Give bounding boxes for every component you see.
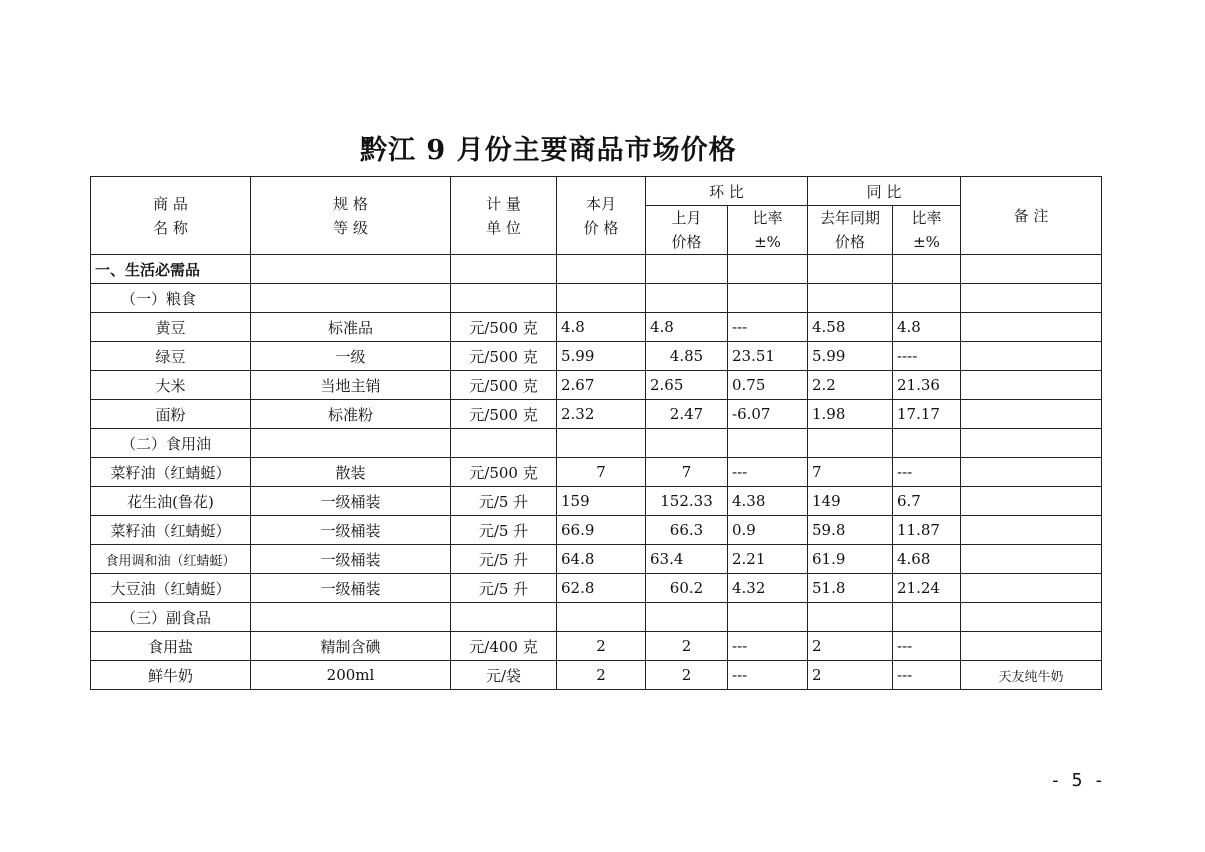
cell-spec: 一级桶装 bbox=[251, 487, 451, 516]
cell-mom-prev: 2 bbox=[646, 661, 728, 690]
cell-name: 菜籽油（红蜻蜓） bbox=[91, 458, 251, 487]
header-name: 商 品 名 称 bbox=[91, 177, 251, 255]
cell-mom-prev: 4.85 bbox=[646, 342, 728, 371]
cell-remark bbox=[961, 632, 1102, 661]
cell-yoy-rate: 6.7 bbox=[893, 487, 961, 516]
cell-mom-rate: 23.51 bbox=[728, 342, 808, 371]
cell-price: 64.8 bbox=[557, 545, 646, 574]
header-yoy-rate: 比率 ±% bbox=[893, 206, 961, 255]
cell-remark bbox=[961, 371, 1102, 400]
table-row bbox=[91, 516, 1102, 545]
cell-yoy-prev: 1.98 bbox=[808, 400, 893, 429]
cell-yoy-rate: --- bbox=[893, 661, 961, 690]
cell-price: 2.67 bbox=[557, 371, 646, 400]
cell-price: 2.32 bbox=[557, 400, 646, 429]
header-row-1 bbox=[91, 177, 1102, 206]
cell-spec: 标准粉 bbox=[251, 400, 451, 429]
cell-mom-prev: 2 bbox=[646, 632, 728, 661]
cell-mom-rate: 2.21 bbox=[728, 545, 808, 574]
table-row bbox=[91, 371, 1102, 400]
cell-price: 4.8 bbox=[557, 313, 646, 342]
cell-unit: 元/袋 bbox=[451, 661, 557, 690]
header-yoy-prev: 去年同期 价格 bbox=[808, 206, 893, 255]
cell-yoy-rate: 11.87 bbox=[893, 516, 961, 545]
cell-mom-prev: 66.3 bbox=[646, 516, 728, 545]
cell-name: 食用调和油（红蜻蜓） bbox=[91, 545, 251, 574]
cell-unit: 元/5 升 bbox=[451, 487, 557, 516]
cell-yoy-rate: 21.24 bbox=[893, 574, 961, 603]
cell-unit: 元/5 升 bbox=[451, 545, 557, 574]
table-row bbox=[91, 400, 1102, 429]
header-yoy-group: 同 比 bbox=[808, 177, 961, 206]
cell-yoy-rate: 17.17 bbox=[893, 400, 961, 429]
cell-mom-rate: --- bbox=[728, 313, 808, 342]
table-row bbox=[91, 545, 1102, 574]
cell-mom-prev: 63.4 bbox=[646, 545, 728, 574]
cell-yoy-prev: 2 bbox=[808, 632, 893, 661]
cell-yoy-prev: 2 bbox=[808, 661, 893, 690]
page-title: 黔江 9 月份主要商品市场价格 bbox=[360, 135, 737, 166]
cell-unit: 元/500 克 bbox=[451, 458, 557, 487]
cell-spec: 标准品 bbox=[251, 313, 451, 342]
cell-spec: 200ml bbox=[251, 661, 451, 690]
cell-spec: 当地主销 bbox=[251, 371, 451, 400]
table-row bbox=[91, 342, 1102, 371]
cell-price: 62.8 bbox=[557, 574, 646, 603]
cell-mom-prev: 7 bbox=[646, 458, 728, 487]
cell-remark bbox=[961, 342, 1102, 371]
cell-yoy-prev: 2.2 bbox=[808, 371, 893, 400]
cell-mom-rate: 4.32 bbox=[728, 574, 808, 603]
cell-yoy-prev: 7 bbox=[808, 458, 893, 487]
cell-name: 菜籽油（红蜻蜓） bbox=[91, 516, 251, 545]
table-row bbox=[91, 487, 1102, 516]
header-mom-prev: 上月 价格 bbox=[646, 206, 728, 255]
cell-remark bbox=[961, 516, 1102, 545]
subsection-row bbox=[91, 284, 1102, 313]
cell-remark bbox=[961, 487, 1102, 516]
cell-unit: 元/400 克 bbox=[451, 632, 557, 661]
cell-name: 黄豆 bbox=[91, 313, 251, 342]
cell-remark bbox=[961, 400, 1102, 429]
cell-yoy-prev: 149 bbox=[808, 487, 893, 516]
cell-spec: 一级桶装 bbox=[251, 516, 451, 545]
cell-price: 7 bbox=[557, 458, 646, 487]
cell-unit: 元/500 克 bbox=[451, 400, 557, 429]
subsection-row bbox=[91, 603, 1102, 632]
cell-yoy-rate: --- bbox=[893, 632, 961, 661]
cell-price: 2 bbox=[557, 661, 646, 690]
cell-yoy-prev: 5.99 bbox=[808, 342, 893, 371]
cell-unit: 元/500 克 bbox=[451, 371, 557, 400]
cell-unit: 元/500 克 bbox=[451, 313, 557, 342]
header-unit: 计 量 单 位 bbox=[451, 177, 557, 255]
cell-price: 66.9 bbox=[557, 516, 646, 545]
header-mom-group: 环 比 bbox=[646, 177, 808, 206]
header-remark: 备 注 bbox=[961, 177, 1102, 255]
cell-price: 5.99 bbox=[557, 342, 646, 371]
table-row bbox=[91, 632, 1102, 661]
cell-mom-prev: 2.65 bbox=[646, 371, 728, 400]
cell-mom-prev: 2.47 bbox=[646, 400, 728, 429]
table-row bbox=[91, 458, 1102, 487]
cell-mom-rate: -6.07 bbox=[728, 400, 808, 429]
table-row bbox=[91, 574, 1102, 603]
cell-remark bbox=[961, 458, 1102, 487]
header-price: 本月 价 格 bbox=[557, 177, 646, 255]
cell-name: 鲜牛奶 bbox=[91, 661, 251, 690]
cell-name: 大米 bbox=[91, 371, 251, 400]
cell-unit: 元/500 克 bbox=[451, 342, 557, 371]
cell-mom-rate: 4.38 bbox=[728, 487, 808, 516]
header-spec: 规 格 等 级 bbox=[251, 177, 451, 255]
cell-remark: 天友纯牛奶 bbox=[961, 661, 1102, 690]
section-row bbox=[91, 255, 1102, 284]
cell-yoy-rate: 4.68 bbox=[893, 545, 961, 574]
cell-yoy-prev: 61.9 bbox=[808, 545, 893, 574]
subsection-label: （三）副食品 bbox=[91, 603, 251, 632]
cell-spec: 一级桶装 bbox=[251, 545, 451, 574]
cell-mom-prev: 4.8 bbox=[646, 313, 728, 342]
cell-yoy-prev: 4.58 bbox=[808, 313, 893, 342]
cell-yoy-rate: 21.36 bbox=[893, 371, 961, 400]
cell-spec: 散装 bbox=[251, 458, 451, 487]
cell-yoy-prev: 59.8 bbox=[808, 516, 893, 545]
cell-mom-rate: --- bbox=[728, 632, 808, 661]
cell-spec: 一级 bbox=[251, 342, 451, 371]
cell-yoy-rate: --- bbox=[893, 458, 961, 487]
cell-mom-rate: --- bbox=[728, 661, 808, 690]
cell-mom-rate: 0.75 bbox=[728, 371, 808, 400]
cell-yoy-rate: ---- bbox=[893, 342, 961, 371]
price-table bbox=[90, 176, 1102, 690]
cell-mom-prev: 60.2 bbox=[646, 574, 728, 603]
cell-unit: 元/5 升 bbox=[451, 574, 557, 603]
section-label: 一、生活必需品 bbox=[91, 255, 251, 284]
cell-name: 食用盐 bbox=[91, 632, 251, 661]
cell-spec: 精制含碘 bbox=[251, 632, 451, 661]
cell-name: 花生油(鲁花) bbox=[91, 487, 251, 516]
subsection-row bbox=[91, 429, 1102, 458]
cell-mom-rate: 0.9 bbox=[728, 516, 808, 545]
cell-name: 大豆油（红蜻蜓） bbox=[91, 574, 251, 603]
cell-spec: 一级桶装 bbox=[251, 574, 451, 603]
cell-name: 绿豆 bbox=[91, 342, 251, 371]
cell-remark bbox=[961, 574, 1102, 603]
cell-yoy-rate: 4.8 bbox=[893, 313, 961, 342]
cell-yoy-prev: 51.8 bbox=[808, 574, 893, 603]
subsection-label: （二）食用油 bbox=[91, 429, 251, 458]
cell-price: 2 bbox=[557, 632, 646, 661]
cell-name: 面粉 bbox=[91, 400, 251, 429]
cell-price: 159 bbox=[557, 487, 646, 516]
cell-mom-rate: --- bbox=[728, 458, 808, 487]
cell-mom-prev: 152.33 bbox=[646, 487, 728, 516]
cell-unit: 元/5 升 bbox=[451, 516, 557, 545]
table-row bbox=[91, 661, 1102, 690]
page-number: - 5 - bbox=[1050, 770, 1105, 791]
header-mom-rate: 比率 ±% bbox=[728, 206, 808, 255]
cell-remark bbox=[961, 545, 1102, 574]
table-row bbox=[91, 313, 1102, 342]
cell-remark bbox=[961, 313, 1102, 342]
subsection-label: （一）粮食 bbox=[91, 284, 251, 313]
